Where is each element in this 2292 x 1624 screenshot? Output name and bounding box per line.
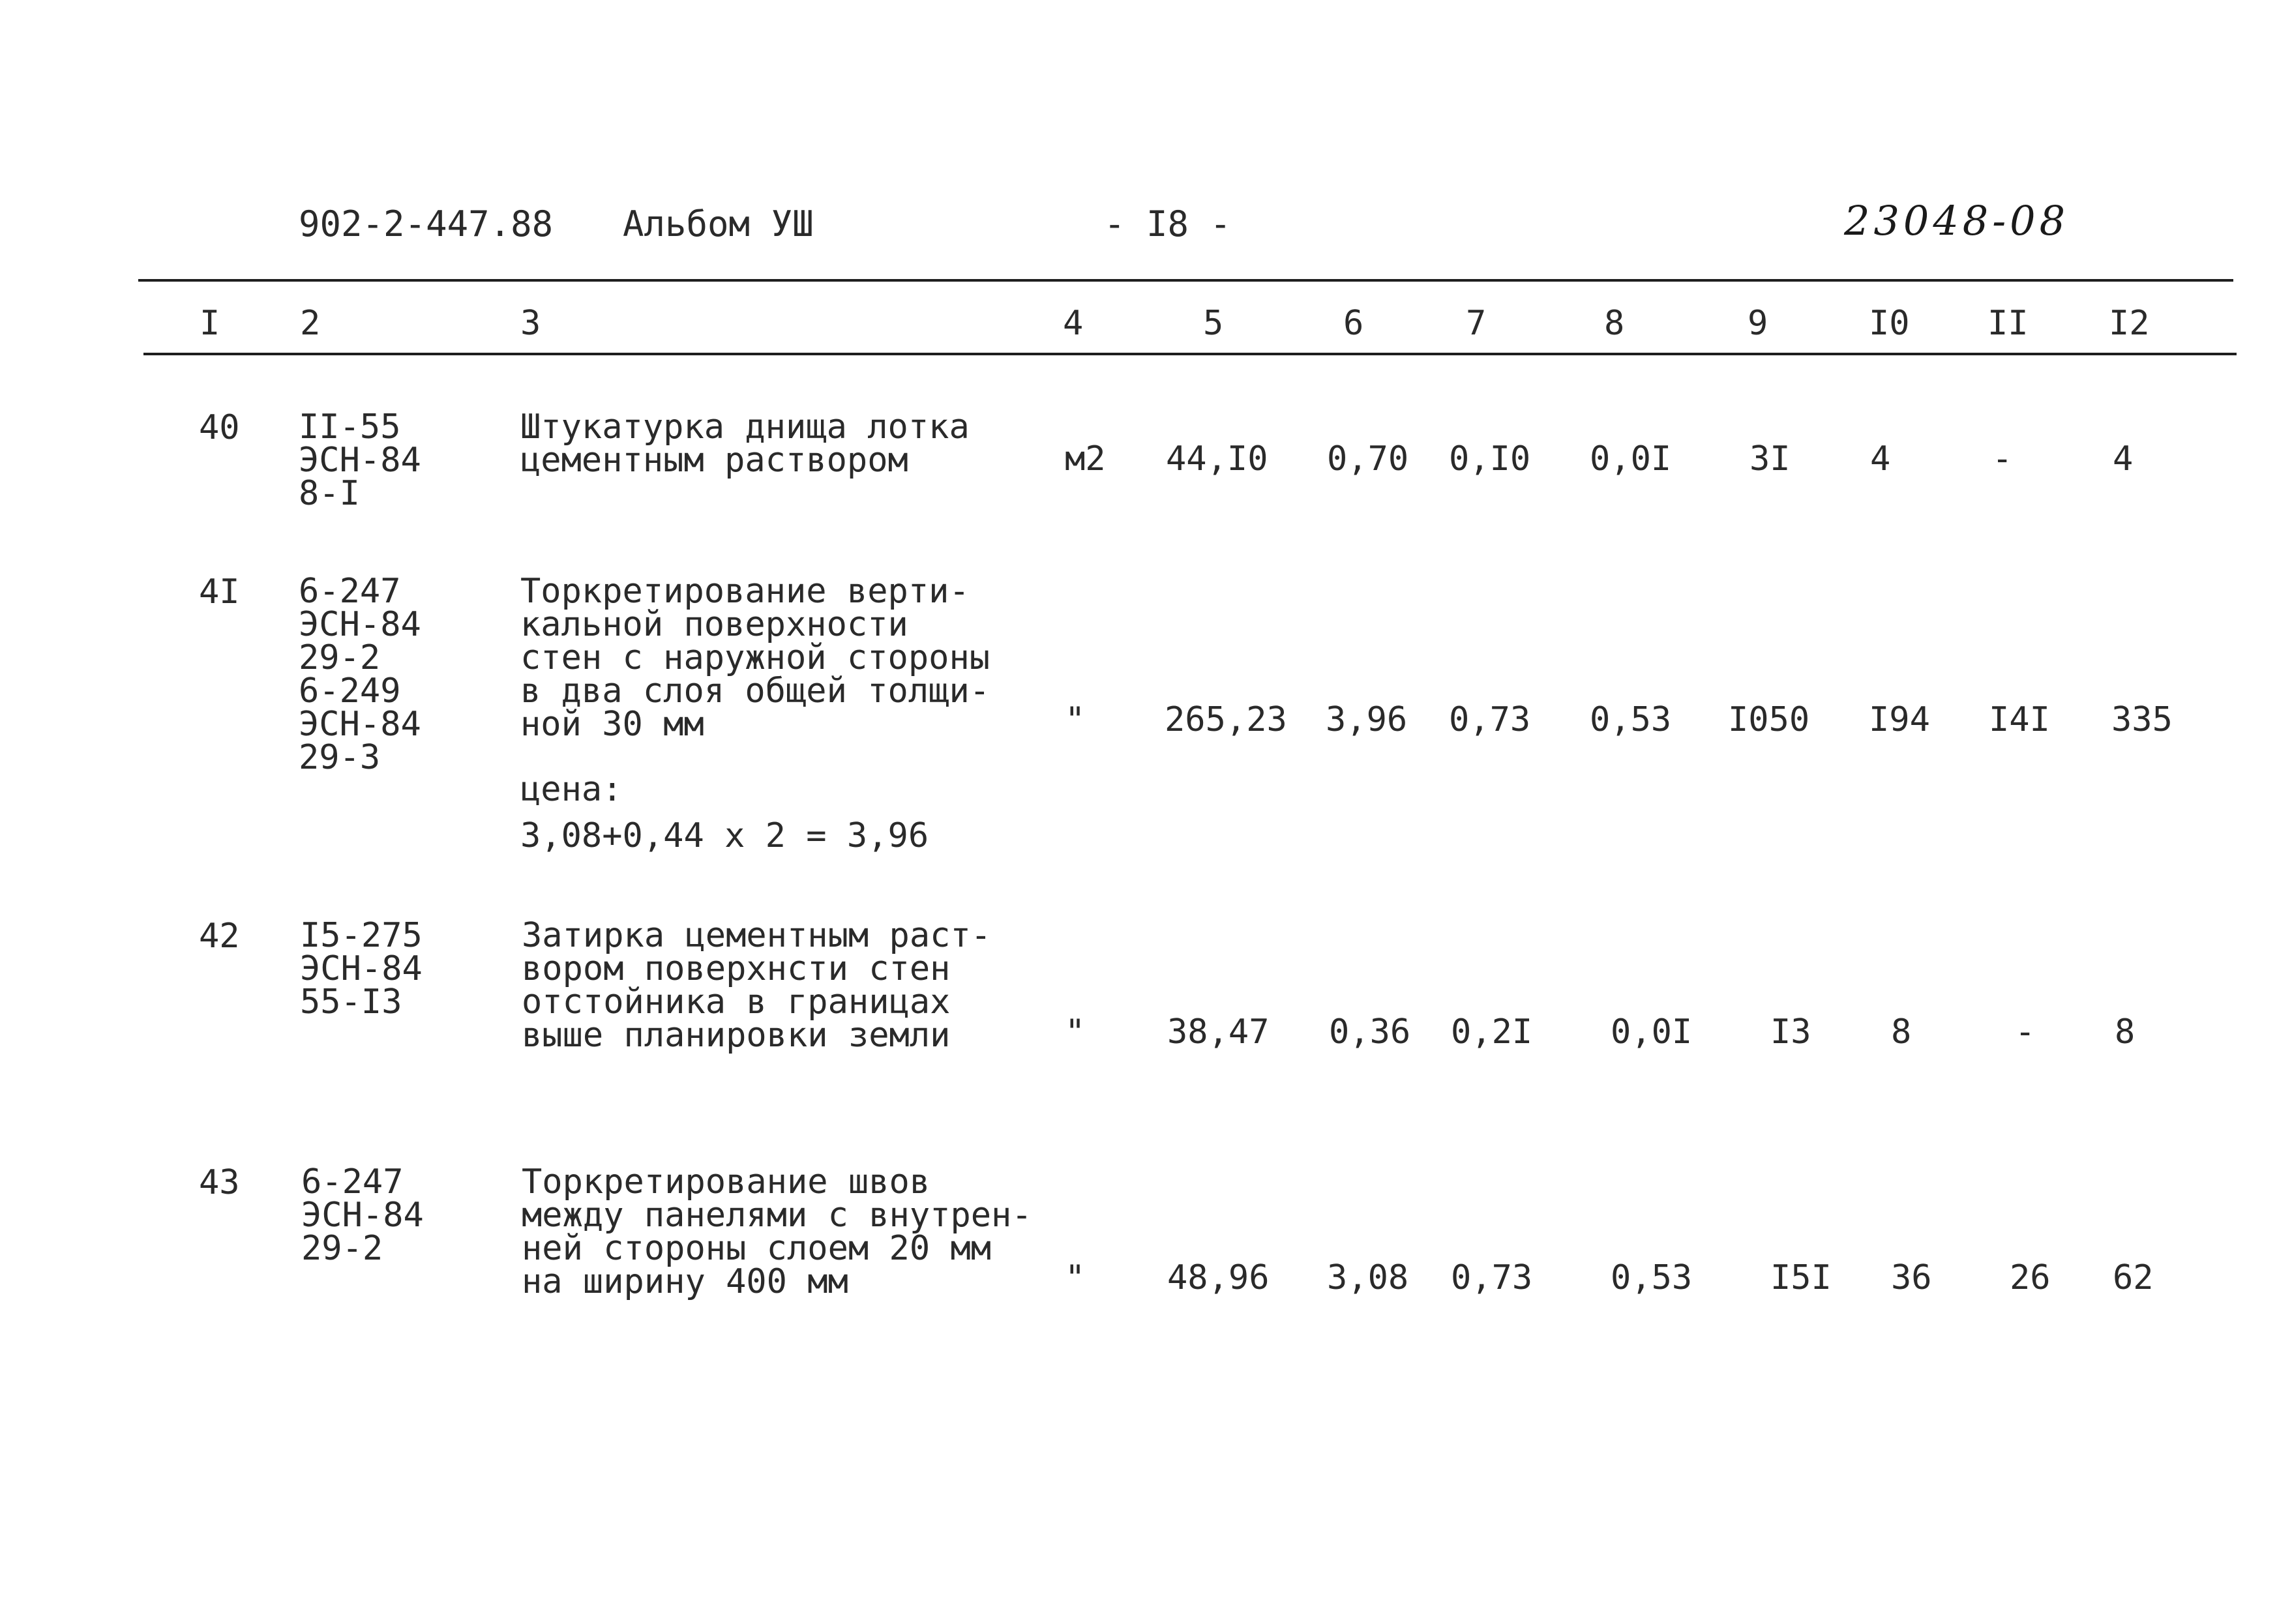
column-header-3: 3 (520, 304, 541, 343)
row-number: 42 (199, 917, 240, 956)
cell-col12: 335 (2111, 700, 2173, 739)
cell-col7: 0,73 (1449, 700, 1531, 739)
cell-col9: I3 (1770, 1012, 1811, 1052)
page-number: - I8 - (1104, 203, 1232, 244)
cell-col11: 26 (2010, 1258, 2051, 1297)
column-header-12: I2 (2109, 304, 2150, 343)
cell-col11: - (1992, 439, 2013, 479)
cell-col6: 0,36 (1329, 1012, 1411, 1052)
header-bottom-rule (143, 353, 2237, 355)
norm-code: I5-275 ЭСН-84 55-I3 (300, 916, 423, 1022)
row-number: 43 (199, 1163, 240, 1202)
cell-col8: 0,0I (1611, 1012, 1693, 1052)
cell-col10: 8 (1891, 1012, 1912, 1052)
column-header-9: 9 (1748, 304, 1768, 343)
price-label: цена: (520, 770, 623, 809)
cell-col9: 3I (1749, 439, 1791, 479)
column-header-11: II (1987, 304, 2029, 343)
cell-col7: 0,73 (1451, 1258, 1533, 1297)
unit: м2 (1065, 439, 1106, 479)
cell-col7: 0,2I (1451, 1012, 1533, 1052)
cell-col7: 0,I0 (1449, 439, 1531, 479)
column-header-6: 6 (1343, 304, 1364, 343)
work-description: Штукатурка днища лотка цементным раствором (520, 407, 970, 480)
cell-col8: 0,0I (1590, 439, 1672, 479)
handwritten-stamp-number: 23048-08 (1844, 197, 2070, 244)
cell-col6: 0,70 (1327, 439, 1409, 479)
unit: " (1065, 1012, 1086, 1052)
cell-col5: 265,23 (1165, 700, 1287, 739)
column-header-10: I0 (1869, 304, 1910, 343)
work-description: Торкретирование верти- кальной поверхности стен с наружной стороны в два слоя общей толщи- ной 30 мм (520, 572, 990, 744)
cell-col11: I4I (1989, 700, 2050, 739)
cell-col10: I94 (1869, 700, 1930, 739)
cell-col11: - (2015, 1012, 2036, 1052)
cell-col5: 38,47 (1167, 1012, 1270, 1052)
norm-code: II-55 ЭСН-84 8-I (299, 407, 421, 513)
top-rule (138, 279, 2233, 282)
cell-col6: 3,08 (1327, 1258, 1409, 1297)
price-formula: 3,08+0,44 х 2 = 3,96 (520, 816, 929, 855)
document-code: 902-2-447.88 (299, 203, 554, 244)
column-header-7: 7 (1466, 304, 1487, 343)
cell-col12: 62 (2113, 1258, 2154, 1297)
row-number: 40 (199, 408, 240, 447)
cell-col8: 0,53 (1611, 1258, 1693, 1297)
column-header-2: 2 (300, 304, 321, 343)
cell-col10: 36 (1891, 1258, 1932, 1297)
work-description: Торкретирование швов между панелями с внутрен- ней стороны слоем 20 мм на ширину 400 мм (522, 1162, 1032, 1301)
norm-code: 6-247 ЭСН-84 29-2 (301, 1162, 424, 1268)
column-header-5: 5 (1203, 304, 1224, 343)
column-header-1: I (200, 304, 220, 343)
album-label: Альбом УШ (623, 203, 814, 244)
cell-col9: I5I (1770, 1258, 1832, 1297)
cell-col6: 3,96 (1326, 700, 1408, 739)
row-number: 4I (199, 572, 240, 612)
unit: " (1065, 1258, 1086, 1297)
cell-col12: 4 (2113, 439, 2134, 479)
cell-col5: 48,96 (1167, 1258, 1270, 1297)
work-description: Затирка цементным раст- вором поверхнсти стен отстойника в границах выше планировки земли (522, 916, 992, 1055)
column-header-8: 8 (1604, 304, 1625, 343)
cell-col5: 44,I0 (1166, 439, 1268, 479)
cell-col10: 4 (1870, 439, 1891, 479)
column-header-4: 4 (1063, 304, 1084, 343)
cell-col9: I050 (1728, 700, 1810, 739)
norm-code: 6-247 ЭСН-84 29-2 6-249 ЭСН-84 29-3 (299, 572, 421, 777)
cell-col8: 0,53 (1590, 700, 1672, 739)
cell-col12: 8 (2115, 1012, 2136, 1052)
unit: " (1065, 700, 1086, 739)
